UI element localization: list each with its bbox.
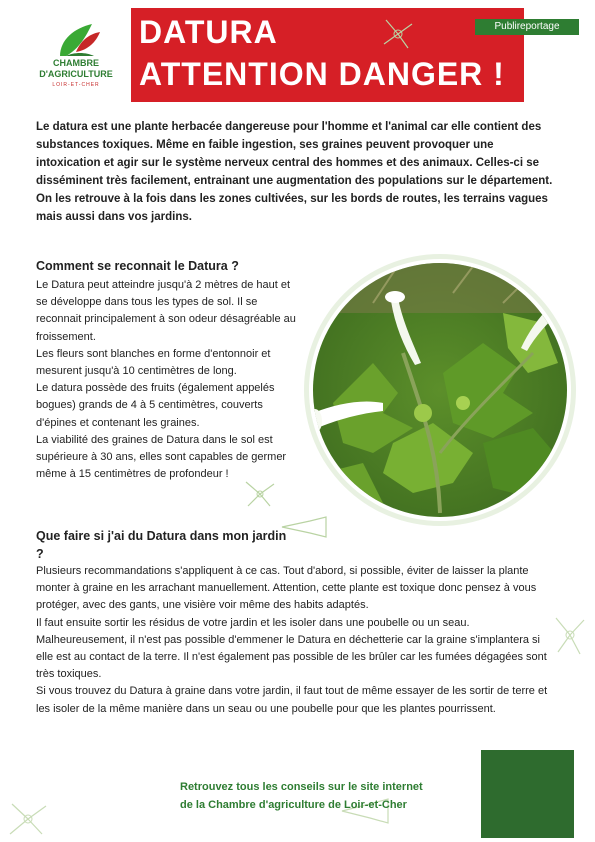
todo-paragraph-1: Plusieurs recommandations s'appliquent à ce cas. Tout d'abord, si possible, éviter de laisser la plante monter à graine en les arrachant manuellement. Attention, cette plante est toxique donc pensez à vous protéger, avec des gants, une visière voir même des habits adaptés. xyxy=(36,565,537,612)
datura-photo xyxy=(303,253,577,527)
todo-paragraph-3: Si vous trouvez du Datura à graine dans votre jardin, il faut tout de même essayer de les sortir de terre et les isoler de la même manière dans un seau ou une poubelle pour que les plantes pourrissent. xyxy=(36,685,548,715)
recognize-paragraph-3: Le datura possède des fruits (également appelés bogues) grands de 4 à 5 centimètres, couverts d'épines et contenant les graines. xyxy=(36,382,275,429)
todo-paragraph-2: Il faut ensuite sortir les résidus de votre jardin et les isoler dans une poubelle ou un seau. Malheureusement, il n'est pas possible d'emmener le Datura en déchetterie car la graine s'implantera si elle est au contact de la terre. Il n'est également pas possible de les brûler car les fumées dégagées sont très toxiques. xyxy=(36,616,547,681)
title-banner xyxy=(131,8,524,102)
logo-line-2: D'AGRICULTURE xyxy=(39,69,113,79)
section-body-todo xyxy=(36,563,556,718)
logo-line-3: LOIR-ET-CHER xyxy=(52,82,100,88)
chambre-agriculture-logo xyxy=(30,22,122,92)
trumpet-flower-sketch-icon xyxy=(280,515,328,539)
intro-paragraph: Le datura est une plante herbacée dangereuse pour l'homme et l'animal car elle contient des substances toxiques. Même en faible ingestion, ses graines peuvent provoquer une intoxication et agir sur le système nerveux central des hommes et des animaux. Celles-ci se disséminent très facilement, entrainant une augmentation des populations sur le département. On les retrouve à la fois dans les zones cultivées, sur les bords de routes, les terrains vagues mais aussi dans vos jardins. xyxy=(36,121,553,223)
recognize-paragraph-4: La viabilité des graines de Datura dans le sol est supérieure à 30 ans, elles sont capables de germer même à 15 centimètres de profondeur ! xyxy=(36,433,287,481)
logo-line-1: CHAMBRE xyxy=(53,58,99,68)
flower-sketch-icon xyxy=(4,800,52,838)
title-line-2: ATTENTION DANGER ! xyxy=(139,56,505,92)
footer-line-1: Retrouvez tous les conseils sur le site internet xyxy=(180,781,423,793)
footer-line-2: de la Chambre d'agriculture de Loir-et-Cher xyxy=(180,799,407,811)
title-line-1: DATURA xyxy=(139,14,278,50)
section-heading-recognize: Comment se reconnait le Datura ? xyxy=(36,259,239,273)
recognize-paragraph-1: Le Datura peut atteindre jusqu'à 2 mètres de haut et se développe dans tous les types de sol. Il se reconnait principalement à son odeur désagréable au froissement. xyxy=(36,279,296,343)
flower-sketch-icon xyxy=(378,14,418,54)
recognize-paragraph-2: Les fleurs sont blanches en forme d'entonnoir et mesurent jusqu'à 10 centimètres de long. xyxy=(36,347,271,378)
footer-text xyxy=(180,778,465,814)
logo-leaf-icon xyxy=(30,22,122,60)
qr-code-block xyxy=(481,750,574,838)
flower-sketch-icon xyxy=(240,478,280,510)
publireportage-badge: Publireportage xyxy=(475,19,579,35)
section-heading-todo: Que faire si j'ai du Datura dans mon jardin ? xyxy=(36,529,287,561)
section-body-recognize xyxy=(36,277,298,483)
flower-sketch-icon xyxy=(550,610,590,660)
